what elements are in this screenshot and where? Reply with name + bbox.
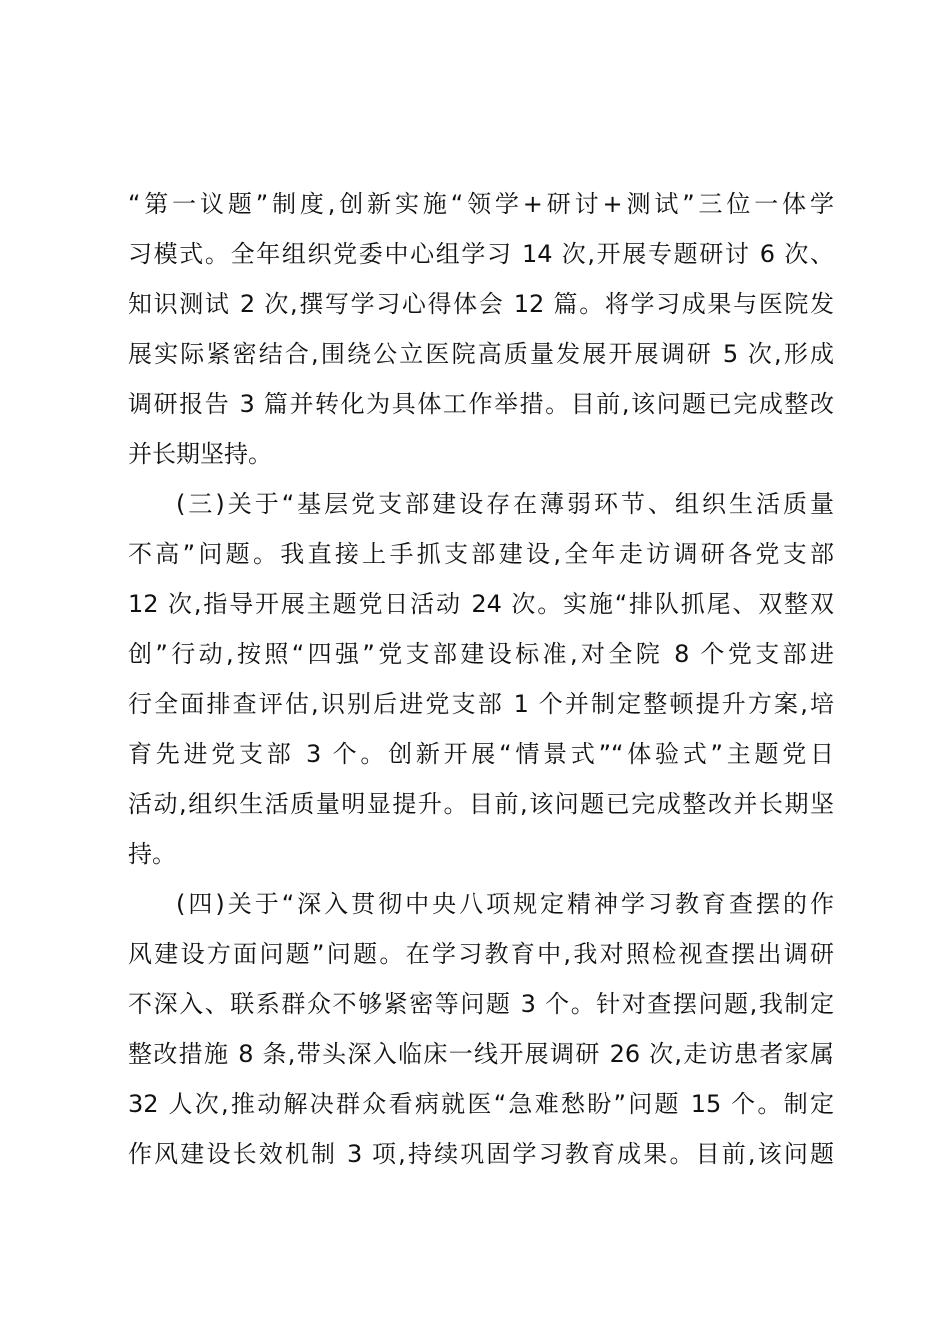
text-line: 持。 bbox=[128, 840, 176, 868]
text-line: 调研报告 3 篇并转化为具体工作举措。目前,该问题已完成整改 bbox=[128, 390, 834, 418]
text-line: 风建设方面问题”问题。在学习教育中,我对照检视查摆出调研 bbox=[128, 940, 834, 968]
text-line: 32 人次,推动解决群众看病就医“急难愁盼”问题 15 个。制定 bbox=[128, 1090, 834, 1118]
text-line: 知识测试 2 次,撰写学习心得体会 12 篇。将学习成果与医院发 bbox=[128, 290, 834, 318]
text-line: 习模式。全年组织党委中心组学习 14 次,开展专题研讨 6 次、 bbox=[128, 240, 834, 268]
text-line: (三)关于“基层党支部建设存在薄弱环节、组织生活质量 bbox=[176, 490, 834, 518]
text-line: 作风建设长效机制 3 项,持续巩固学习教育成果。目前,该问题 bbox=[128, 1140, 834, 1168]
text-line: 整改措施 8 条,带头深入临床一线开展调研 26 次,走访患者家属 bbox=[128, 1040, 834, 1068]
text-line: 创”行动,按照“四强”党支部建设标准,对全院 8 个党支部进 bbox=[128, 640, 834, 668]
text-line: 育先进党支部 3 个。创新开展“情景式”“体验式”主题党日 bbox=[128, 740, 834, 768]
text-line: 并长期坚持。 bbox=[128, 440, 272, 468]
text-line: 不高”问题。我直接上手抓支部建设,全年走访调研各党支部 bbox=[128, 540, 834, 568]
text-line: 不深入、联系群众不够紧密等问题 3 个。针对查摆问题,我制定 bbox=[128, 990, 834, 1018]
text-line: 活动,组织生活质量明显提升。目前,该问题已完成整改并长期坚 bbox=[128, 790, 834, 818]
text-line: (四)关于“深入贯彻中央八项规定精神学习教育查摆的作 bbox=[176, 890, 834, 918]
text-line: “第一议题”制度,创新实施“领学+研讨+测试”三位一体学 bbox=[128, 190, 834, 218]
text-line: 行全面排查评估,识别后进党支部 1 个并制定整顿提升方案,培 bbox=[128, 690, 834, 718]
text-line: 展实际紧密结合,围绕公立医院高质量发展开展调研 5 次,形成 bbox=[128, 340, 834, 368]
text-line: 12 次,指导开展主题党日活动 24 次。实施“排队抓尾、双整双 bbox=[128, 590, 834, 618]
